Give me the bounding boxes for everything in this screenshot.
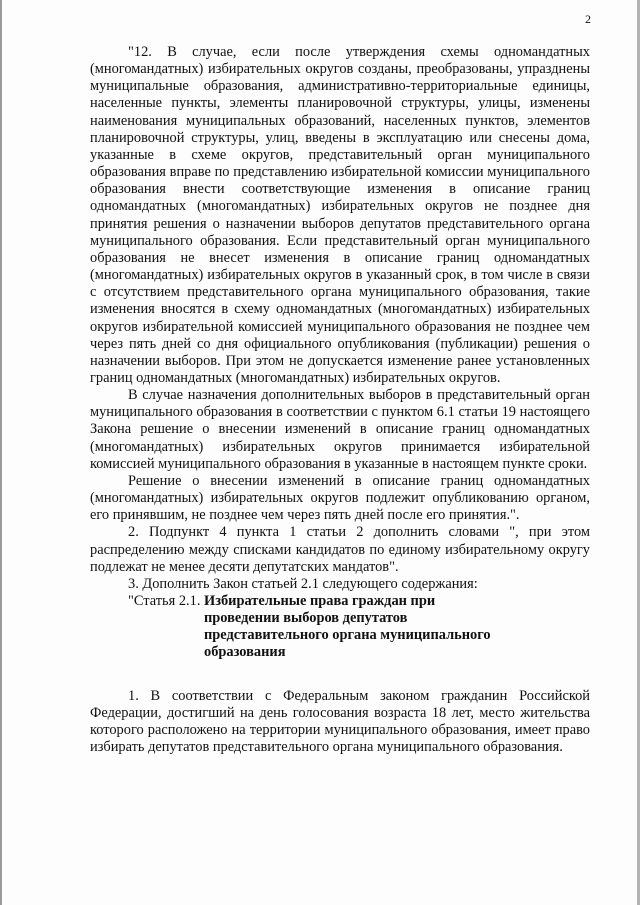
article-heading [90, 593, 590, 662]
section-spacer [90, 662, 590, 688]
paragraph-article-item-1: 1. В соответствии с Федеральным законом гражданин Российской Федерации, достигший на день голосования возраста 18 лет, место жительства которого расположено на территории муниципального образования, имеет право избирать депутатов представительного органа муниципального образования. [90, 687, 590, 756]
paragraph-additional-elections: В случае назначения дополнительных выборов в представительный орган муниципального образования в соответствии с пунктом 6.1 статьи 19 настоящего Закона решение о внесении изменений в описание границ одномандатных (многомандатных) избирательных округов принимается избирательной комиссией муниципального образования в указанные в настоящем пункте сроки. [90, 387, 590, 472]
paragraph-amendment-3: 3. Дополнить Закон статьей 2.1 следующего содержания: [128, 575, 478, 592]
paragraph-amendment-2: 2. Подпункт 4 пункта 1 статьи 2 дополнить словами ", при этом распределению между списками кандидатов по единому избирательному округу подлежат не менее десяти депутатских мандатов". [90, 524, 590, 575]
document-body [90, 44, 590, 756]
scan-edge-left [0, 0, 2, 905]
article-title: Избирательные права граждан при проведении выборов депутатов представительного органа муниципального образования [204, 593, 491, 661]
article-label: "Статья 2.1. [128, 593, 205, 609]
page-number: 2 [585, 12, 591, 26]
paragraph-publication: Решение о внесении изменений в описание границ одномандатных (многомандатных) избирательных округов подлежит опубликованию органом, его принявшим, не позднее чем через пять дней после его принятия.". [90, 472, 590, 524]
paragraph-clause-12: "12. В случае, если после утверждения схемы одномандатных (многомандатных) избирательных округов созданы, преобразованы, упразднены муниципальные образования, административно-территориальные единицы, населенные пункты, элементы планировочной структуры, улицы, изменены наименования муниципальных образований, населенных пунктов, элементов планировочной структуры, улиц, введены в эксплуатацию или снесены дома, указанные в схеме округов, представительный орган муниципального образования вправе по представлению избирательной комиссии муниципального образования внести соответствующие изменения в описание границ одномандатных (многомандатных) избирательных округов не позднее дня принятия решения о назначении выборов депутатов представительного органа муниципального образования. Если представительный орган муниципального образования не внесет изменения в описание границ одномандатных (многомандатных) избирательных округов в указанный срок, в том числе в связи с отсутствием представительного органа муниципального образования, такие изменения вносятся в схему одномандатных (многомандатных) избирательных округов избирательной комиссией муниципального образования не позднее чем через пять дней со дня официального опубликования (публикации) решения о назначении выборов. При этом не допускается изменение ранее установленных границ одномандатных (многомандатных) избирательных округов. [90, 44, 590, 386]
